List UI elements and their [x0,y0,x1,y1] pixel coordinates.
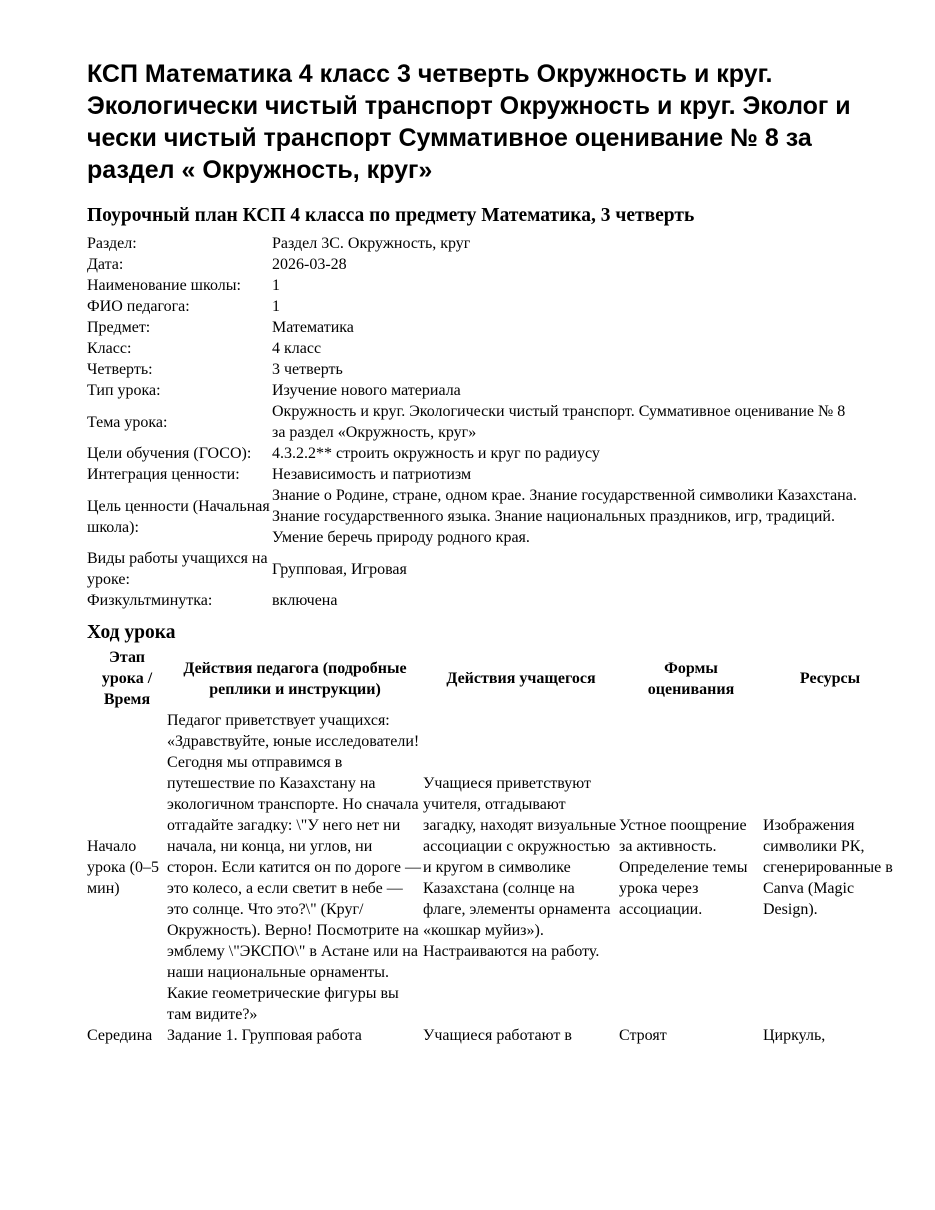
header-teacher: Действия педагога (подробные реплики и инструкции) [183,659,407,698]
info-value: включена [272,592,338,609]
assessment-cell: Устное поощрение за активность. Определение темы урока через ассоциации. [619,817,748,918]
info-value: Групповая, Игровая [272,560,407,578]
info-label: Цели обучения (ГОСО): [87,445,252,462]
info-label: Виды работы учащихся на уроке: [87,550,268,588]
info-label: Тема урока: [87,413,168,431]
info-label: ФИО педагога: [87,298,190,315]
info-value: 1 [272,277,280,294]
info-row [87,485,862,548]
info-value: Математика [272,319,354,336]
student-cell: Учащиеся приветствуют учителя, отгадывают загадку, находят визуальные ассоциации с окружностью и кругом в символике Казахстана (солнце на флаге, элементы орнамента «кошкар муйиз»). Настраиваются на работу. [423,775,617,960]
info-value: 4.3.2.2** строить окружность и круг по радиусу [272,445,600,462]
document-page [87,58,893,1046]
info-row [87,233,862,254]
info-row [87,317,862,338]
header-stage: Этап урока / Время [101,649,153,708]
stage-cell: Начало урока (0–5 мин) [87,838,159,897]
header-student: Действия учащегося [446,670,596,687]
table-row [87,710,897,1025]
student-cell: Учащиеся работают в [423,1027,572,1044]
info-label: Класс: [87,340,132,357]
resources-cell: Изображения символики РК, сгенерированные в Canva (Magic Design). [763,817,893,918]
info-value: 1 [272,298,280,315]
info-label: Дата: [87,256,124,273]
info-row [87,275,862,296]
header-resources: Ресурсы [799,670,861,687]
info-value: Независимость и патриотизм [272,466,472,483]
info-row [87,338,862,359]
teacher-cell: Педагог приветствует учащихся: «Здравствуйте, юные исследователи! Сегодня мы отправимся в путешествие по Казахстану на экологичном транспорте. Но сначала отгадайте загадку: \"У него нет ни начала, ни конца, ни углов, ни сторон. Если катится он по дороге — это колесо, а если светит в небе — это солнце. Что это?\" (Круг/Окружность). Верно! Посмотрите на эмблему \"ЭКСПО\" в Астане или на наши национальные орнаменты. Какие геометрические фигуры вы там видите?» [167,712,422,1023]
info-row [87,548,862,590]
info-value: Раздел 3С. Окружность, круг [272,235,471,252]
info-row [87,443,862,464]
info-value: 2026-03-28 [272,256,347,273]
info-value: Окружность и круг. Экологически чистый транспорт. Суммативное оценивание № 8 за раздел «Окружность, круг» [272,403,846,441]
resources-cell: Циркуль, [763,1027,826,1044]
info-table [87,233,862,611]
lesson-header-row [87,647,897,710]
info-label: Раздел: [87,235,137,252]
info-row [87,359,862,380]
info-row [87,590,862,611]
info-label: Предмет: [87,319,151,336]
lesson-section-title: Ход урока [87,622,176,643]
teacher-cell: Задание 1. Групповая работа [167,1027,362,1044]
info-row [87,380,862,401]
info-row [87,254,862,275]
table-row [87,1025,897,1046]
info-label: Физкультминутка: [87,592,213,609]
info-row [87,401,862,443]
info-label: Интеграция ценности: [87,466,240,483]
plan-title: Поурочный план КСП 4 класса по предмету Математика, 3 четверть [87,205,695,226]
stage-cell: Середина [87,1027,153,1044]
document-title: КСП Математика 4 класс 3 четверть Окружность и круг. Экологически чистый транспорт Окружность и круг. Эколог и чески чистый транспорт Суммативное оценивание № 8 за раздел « Окружность, круг» [87,60,851,184]
info-label: Цель ценности (Начальная школа): [87,497,270,536]
info-row [87,296,862,317]
assessment-cell: Строят [619,1027,667,1044]
lesson-table [87,647,897,1046]
info-value: Изучение нового материала [272,382,461,399]
info-value: 3 четверть [272,361,343,378]
info-value: Знание о Родине, стране, одном крае. Знание государственной символики Казахстана. Знание государственного языка. Знание национальных праздников, игр, традиций. Умение беречь природу родного края. [272,487,857,546]
header-assessment: Формы оценивания [647,659,735,698]
info-value: 4 класс [272,340,322,357]
info-label: Тип урока: [87,382,161,399]
info-row [87,464,862,485]
info-label: Наименование школы: [87,277,241,294]
info-label: Четверть: [87,361,153,378]
